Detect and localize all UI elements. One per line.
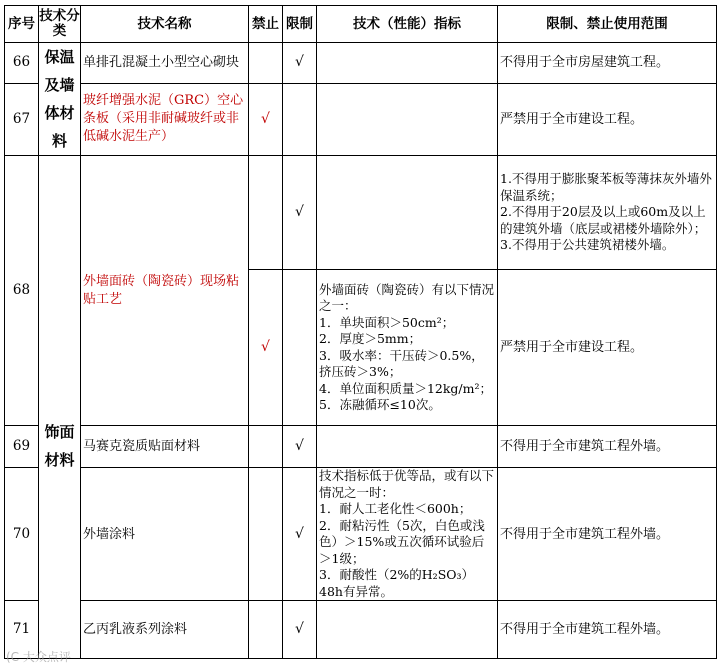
category-label: 保温及墙体材料 xyxy=(44,48,75,150)
row-name: 外墙涂料 xyxy=(81,468,249,601)
row-scope: 不得用于全市建筑工程外墙。 xyxy=(498,468,717,601)
scope-line: 2.不得用于20层及以上或60m及以上的建筑外墙（底层或裙楼外墙除外）； xyxy=(500,204,707,236)
spec-cell xyxy=(317,426,498,468)
spec-line: 外墙面砖（陶瓷砖）有以下情况之一： xyxy=(319,281,495,313)
row-seq: 66 xyxy=(5,43,39,84)
spec-cell xyxy=(317,468,498,601)
row-seq: 67 xyxy=(5,83,39,155)
spec-line: 3．耐酸性（2%的H₂SO₃）48h有异常。 xyxy=(319,567,475,599)
row-scope: 不得用于全市建筑工程外墙。 xyxy=(498,426,717,468)
scope-line: 1.不得用于膨胀聚苯板等薄抹灰外墙外保温系统； xyxy=(500,171,712,203)
ban-tick: √ xyxy=(249,270,283,426)
row-scope: 严禁用于全市建设工程。 xyxy=(498,83,717,155)
row-scope: 不得用于全市建筑工程外墙。 xyxy=(498,601,717,659)
table-row xyxy=(5,43,717,84)
spec-cell xyxy=(317,83,498,155)
restrict-tick: √ xyxy=(283,156,317,270)
table-row xyxy=(5,156,717,270)
restrict-cell xyxy=(283,83,317,155)
row-scope xyxy=(498,156,717,270)
header-row xyxy=(5,6,717,43)
row-name: 马赛克瓷质贴面材料 xyxy=(81,426,249,468)
restriction-table xyxy=(4,5,717,659)
row-seq: 70 xyxy=(5,468,39,601)
spec-line: 1．单块面积＞50cm²； xyxy=(319,314,455,330)
restrict-cell xyxy=(283,270,317,426)
header-ban: 禁止 xyxy=(249,6,283,43)
spec-cell xyxy=(317,601,498,659)
spec-line: 5．冻融循环≤10次。 xyxy=(319,397,441,412)
spec-line: 4．单位面积质量＞12kg/m²； xyxy=(319,380,493,396)
spec-cell xyxy=(317,43,498,84)
row-name: 玻纤增强水泥（GRC）空心条板（采用非耐碱玻纤或非低碱水泥生产） xyxy=(81,83,249,155)
spec-line: 2．耐粘污性（5次，白色或浅色）＞15%或五次循环试验后＞1级； xyxy=(319,517,485,566)
table-row xyxy=(5,83,717,155)
row-scope: 不得用于全市房屋建筑工程。 xyxy=(498,43,717,84)
ban-cell xyxy=(249,468,283,601)
watermark: (C 大众点评 xyxy=(6,650,71,664)
header-category: 技术分类 xyxy=(39,6,81,43)
header-scope: 限制、禁止使用范围 xyxy=(498,6,717,43)
row-seq: 69 xyxy=(5,426,39,468)
category-insulation xyxy=(39,43,81,156)
header-name: 技术名称 xyxy=(81,6,249,43)
row-seq: 68 xyxy=(5,156,39,426)
row-scope: 严禁用于全市建设工程。 xyxy=(498,270,717,426)
ban-cell xyxy=(249,156,283,270)
category-label: 饰面材料 xyxy=(44,423,75,469)
ban-tick: √ xyxy=(249,83,283,155)
row-seq: 71 xyxy=(5,601,39,659)
restrict-tick: √ xyxy=(283,43,317,84)
ban-cell xyxy=(249,601,283,659)
table-row xyxy=(5,426,717,468)
spec-line: 2．厚度＞5mm； xyxy=(319,331,422,346)
header-restrict: 限制 xyxy=(283,6,317,43)
spec-line: 1．耐人工老化性＜600h； xyxy=(319,501,472,516)
category-finishing xyxy=(39,156,81,659)
restrict-tick: √ xyxy=(283,468,317,601)
row-name: 乙丙乳液系列涂料 xyxy=(81,601,249,659)
table-row xyxy=(5,468,717,601)
header-seq: 序号 xyxy=(5,6,39,43)
restrict-tick: √ xyxy=(283,601,317,659)
row-name: 外墙面砖（陶瓷砖）现场粘贴工艺 xyxy=(81,156,249,426)
spec-cell xyxy=(317,156,498,270)
spec-line: 3．吸水率：干压砖＞0.5%，挤压砖＞3%； xyxy=(319,347,484,379)
ban-cell xyxy=(249,43,283,84)
restrict-tick: √ xyxy=(283,426,317,468)
row-name: 单排孔混凝土小型空心砌块 xyxy=(81,43,249,84)
ban-cell xyxy=(249,426,283,468)
spec-cell xyxy=(317,270,498,426)
spec-line: 技术指标低于优等品，或有以下情况之一时： xyxy=(319,468,495,500)
table-row xyxy=(5,601,717,659)
header-spec: 技术（性能）指标 xyxy=(317,6,498,43)
scope-line: 3.不得用于公共建筑裙楼外墙。 xyxy=(500,237,675,253)
